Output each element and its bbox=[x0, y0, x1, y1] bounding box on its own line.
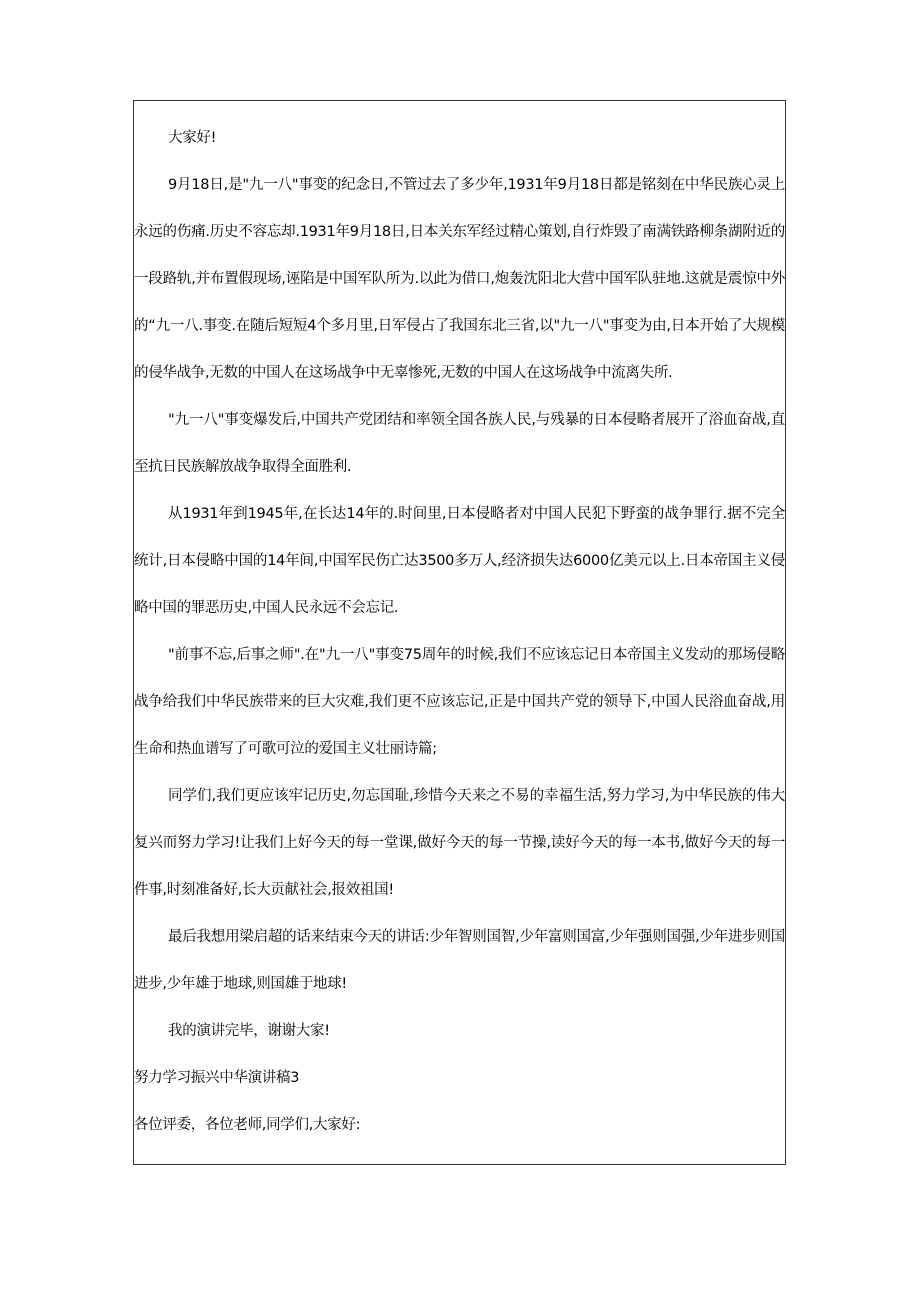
paragraph-2: "九一八"事变爆发后,中国共产党团结和率领全国各族人民,与残暴的日本侵略者展开了浴血奋战,直至抗日民族解放战争取得全面胜利. bbox=[134, 412, 785, 475]
paragraph-greeting: 大家好! bbox=[168, 130, 217, 146]
paragraph-5: 同学们,我们更应该牢记历史,勿忘国耻,珍惜今天来之不易的幸福生活,努力学习,为中华民族的伟大复兴而努力学习!让我们上好今天的每一堂课,做好今天的每一节操,读好今天的每一本书,做好今天的每一件事,时刻准备好,长大贡献社会,报效祖国! bbox=[134, 788, 785, 898]
paragraph-1: 9月18日,是"九一八"事变的纪念日,不管过去了多少年,1931年9月18日都是铭刻在中华民族心灵上永远的伤痛.历史不容忘却.1931年9月18日,日本关东军经过精心策划,自行炸毁了南满铁路柳条湖附近的一段路轨,并布置假现场,诬陷是中国军队所为.以此为借口,炮轰沈阳北大营中国军队驻地.这就是震惊中外的“九一八.事变.在随后短短4个多月里,日军侵占了我国东北三省,以"九一八"事变为由,日本开始了大规模的侵华战争,无数的中国人在这场战争中无辜惨死,无数的中国人在这场战争中流离失所. bbox=[134, 177, 785, 381]
paragraph-3: 从1931年到1945年,在长达14年的.时间里,日本侵略者对中国人民犯下野蛮的战争罪行.据不完全统计,日本侵略中国的14年间,中国军民伤亡达3500多万人,经济损失达6000亿美元以上.日本帝国主义侵略中国的罪恶历史,中国人民永远不会忘记. bbox=[134, 506, 785, 616]
paragraph-closing: 我的演讲完毕，谢谢大家! bbox=[168, 1023, 330, 1039]
paragraph-6: 最后我想用梁启超的话来结束今天的讲话:少年智则国智,少年富则国富,少年强则国强,少年进步则国进步,少年雄于地球,则国雄于地球! bbox=[134, 929, 785, 992]
salutation: 各位评委，各位老师,同学们,大家好: bbox=[134, 1117, 361, 1133]
document-page bbox=[133, 100, 786, 1165]
section-heading: 努力学习振兴中华演讲稿3 bbox=[134, 1070, 300, 1086]
paragraph-4: "前事不忘,后事之师".在"九一八"事变75周年的时候,我们不应该忘记日本帝国主义发动的那场侵略战争给我们中华民族带来的巨大灾难,我们更不应该忘记,正是中国共产党的领导下,中国人民浴血奋战,用生命和热血谱写了可歌可泣的爱国主义壮丽诗篇; bbox=[134, 647, 785, 757]
